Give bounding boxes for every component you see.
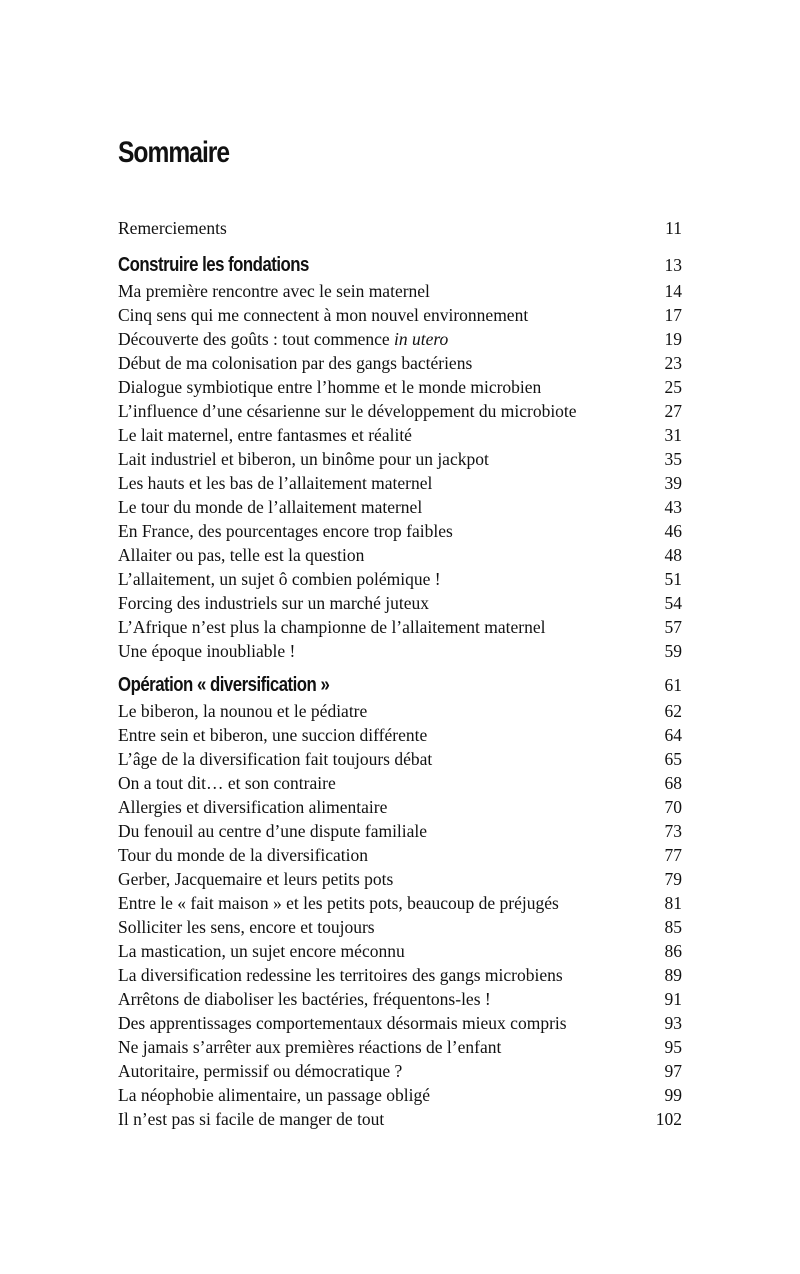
toc-entry-title-text: Lait industriel et biberon, un binôme pour un jackpot [118, 449, 489, 469]
toc-entry-page: 11 [665, 218, 682, 238]
toc-entry [118, 891, 684, 915]
toc-entry [118, 939, 684, 963]
toc-entry-page: 65 [664, 749, 682, 769]
toc-entry-page: 57 [664, 617, 682, 637]
toc-entry-title-text: Ma première rencontre avec le sein maternel [118, 281, 430, 301]
toc-entry-page: 81 [664, 893, 682, 913]
toc-entry [118, 399, 684, 423]
toc-entry [118, 1011, 684, 1035]
toc-entry [118, 699, 684, 723]
toc-entry-intro [118, 216, 684, 240]
toc-entry [118, 471, 684, 495]
toc-entry-page: 54 [664, 593, 682, 613]
toc-entry-page: 102 [655, 1109, 682, 1129]
toc-entry [118, 591, 684, 615]
toc-entry-title [118, 615, 545, 639]
toc-entry-title [118, 1107, 384, 1131]
toc-entry-title [118, 375, 541, 399]
toc-entry-title [118, 471, 432, 495]
toc-entry-title [118, 1059, 402, 1083]
toc-entry-title [118, 447, 489, 471]
toc-entry-title [118, 987, 491, 1011]
toc-entry-title-italic: in utero [394, 329, 449, 349]
toc-entry-title-text: Le lait maternel, entre fantasmes et réalité [118, 425, 412, 445]
toc-entry-title [118, 1035, 501, 1059]
toc-entry-title-text: La mastication, un sujet encore méconnu [118, 941, 405, 961]
toc-entry [118, 423, 684, 447]
toc-entry-page: 43 [664, 497, 682, 517]
toc-entry-title [118, 699, 367, 723]
page-title: Sommaire [118, 136, 230, 169]
toc-entry-title-text: Découverte des goûts : tout commence [118, 329, 395, 349]
section-title: Construire les fondations [118, 254, 309, 276]
toc-entry [118, 303, 684, 327]
toc-entry-title-text: Gerber, Jacquemaire et leurs petits pots [118, 869, 394, 889]
toc-section-heading [118, 251, 684, 279]
toc-entry [118, 519, 684, 543]
toc-entry-page: 64 [664, 725, 682, 745]
toc-entry-title [118, 1011, 567, 1035]
toc-entry-page: 48 [664, 545, 682, 565]
section-page: 13 [664, 255, 682, 275]
toc-page [118, 130, 684, 1131]
toc-entry-title-text: Dialogue symbiotique entre l’homme et le monde microbien [118, 377, 542, 397]
toc-entry [118, 1035, 684, 1059]
toc-entry-title [118, 723, 427, 747]
toc-entry-title [118, 279, 430, 303]
toc-entry-title [118, 495, 422, 519]
toc-entry-title: Remerciements [118, 218, 227, 238]
toc-entry-title-text: On a tout dit… et son contraire [118, 773, 336, 793]
toc-entry-page: 77 [664, 845, 682, 865]
toc-entry-page: 31 [664, 425, 682, 445]
toc-entry-page: 62 [664, 701, 682, 721]
toc-entry-title [118, 543, 364, 567]
toc-entry [118, 279, 684, 303]
toc-entry-title [118, 639, 295, 663]
toc-entry [118, 447, 684, 471]
toc-entry-page: 91 [664, 989, 682, 1009]
toc-entry-title-text: L’influence d’une césarienne sur le développement du microbiote [118, 401, 577, 421]
toc-section-1 [118, 251, 684, 663]
toc-entry [118, 1059, 684, 1083]
toc-entry-title-text: La diversification redessine les territoires des gangs microbiens [118, 965, 563, 985]
toc-entry-title-text: Solliciter les sens, encore et toujours [118, 917, 375, 937]
toc-entry [118, 1107, 684, 1131]
toc-entry-title [118, 819, 427, 843]
toc-entry-title [118, 303, 528, 327]
toc-entry [118, 327, 684, 351]
toc-entry [118, 867, 684, 891]
toc-entry [118, 771, 684, 795]
toc-entry-page: 14 [664, 281, 682, 301]
toc-entry [118, 615, 684, 639]
toc-entry-title [118, 915, 375, 939]
toc-entry-title [118, 771, 336, 795]
toc-entry-title-text: Ne jamais s’arrêter aux premières réactions de l’enfant [118, 1037, 502, 1057]
toc-section-heading [118, 671, 684, 699]
toc-entry-title-text: Il n’est pas si facile de manger de tout [118, 1109, 385, 1129]
toc-entry-title-text: En France, des pourcentages encore trop faibles [118, 521, 453, 541]
toc-entry-title [118, 423, 412, 447]
toc-entry [118, 843, 684, 867]
toc-entry [118, 987, 684, 1011]
toc-entry [118, 375, 684, 399]
toc-entry [118, 639, 684, 663]
toc-entry-title [118, 939, 405, 963]
toc-entry [118, 819, 684, 843]
toc-entry-title-text: Tour du monde de la diversification [118, 845, 369, 865]
toc-entry-page: 23 [664, 353, 682, 373]
toc-entry-page: 35 [664, 449, 682, 469]
toc-entry-title [118, 963, 563, 987]
toc-entry-title [118, 351, 472, 375]
toc-entry-title-text: L’allaitement, un sujet ô combien polémique ! [118, 569, 441, 589]
toc-entry-title [118, 795, 387, 819]
toc-entry-title [118, 591, 429, 615]
toc-entry-title-text: Entre le « fait maison » et les petits pots, beaucoup de préjugés [118, 893, 559, 913]
toc-entry-page: 17 [664, 305, 682, 325]
toc-entry-page: 73 [664, 821, 682, 841]
toc-entry-title-text: Allaiter ou pas, telle est la question [118, 545, 365, 565]
toc-entry-page: 99 [664, 1085, 682, 1105]
toc-entry-title [118, 891, 559, 915]
toc-entry-title-text: La néophobie alimentaire, un passage obligé [118, 1085, 430, 1105]
toc-entry-page: 97 [664, 1061, 682, 1081]
toc-entry [118, 495, 684, 519]
section-page: 61 [664, 675, 682, 695]
toc-entry-title [118, 567, 441, 591]
toc-entry-page: 79 [664, 869, 682, 889]
toc-entry-page: 85 [664, 917, 682, 937]
toc-entry-title-text: L’Afrique n’est plus la championne de l’allaitement maternel [118, 617, 546, 637]
toc-section-2 [118, 671, 684, 1131]
toc-entry-page: 46 [664, 521, 682, 541]
toc-entry-title [118, 519, 453, 543]
toc-entry-page: 39 [664, 473, 682, 493]
toc-entry-title-text: Le tour du monde de l’allaitement maternel [118, 497, 423, 517]
toc-entry-title-text: Autoritaire, permissif ou démocratique ? [118, 1061, 403, 1081]
toc-entry-title-text: Cinq sens qui me connectent à mon nouvel environnement [118, 305, 529, 325]
toc-entry-title [118, 747, 432, 771]
toc-entry [118, 795, 684, 819]
toc-entry-page: 89 [664, 965, 682, 985]
toc-entry-title-text: L’âge de la diversification fait toujours débat [118, 749, 433, 769]
toc-entry-page: 86 [664, 941, 682, 961]
toc-entry-title-text: Du fenouil au centre d’une dispute familiale [118, 821, 428, 841]
toc-entry [118, 567, 684, 591]
toc-entry [118, 723, 684, 747]
toc-entry-page: 59 [664, 641, 682, 661]
toc-entry-title [118, 327, 448, 351]
table-of-contents [118, 216, 684, 1131]
toc-entry-page: 68 [664, 773, 682, 793]
toc-section-entries [118, 699, 684, 1131]
toc-entry [118, 963, 684, 987]
toc-entry-title-text: Les hauts et les bas de l’allaitement maternel [118, 473, 433, 493]
toc-entry-title [118, 867, 393, 891]
toc-entry-title-text: Le biberon, la nounou et le pédiatre [118, 701, 368, 721]
toc-entry-title [118, 399, 577, 423]
toc-entry-title-text: Début de ma colonisation par des gangs bactériens [118, 353, 473, 373]
section-title: Opération « diversification » [118, 674, 330, 696]
toc-entry-title-text: Entre sein et biberon, une succion différente [118, 725, 428, 745]
toc-entry-page: 95 [664, 1037, 682, 1057]
toc-entry [118, 915, 684, 939]
toc-entry-title-text: Une époque inoubliable ! [118, 641, 296, 661]
toc-entry-title [118, 843, 368, 867]
toc-entry [118, 747, 684, 771]
toc-entry-title-text: Arrêtons de diaboliser les bactéries, fréquentons-les ! [118, 989, 491, 1009]
toc-section-entries [118, 279, 684, 663]
toc-entry-page: 25 [664, 377, 682, 397]
toc-entry-page: 19 [664, 329, 682, 349]
toc-entry [118, 351, 684, 375]
toc-entry-title-text: Forcing des industriels sur un marché juteux [118, 593, 430, 613]
toc-entry-page: 93 [664, 1013, 682, 1033]
toc-entry-page: 70 [664, 797, 682, 817]
toc-entry-title [118, 1083, 430, 1107]
toc-entry [118, 543, 684, 567]
toc-entry-title-text: Allergies et diversification alimentaire [118, 797, 388, 817]
toc-entry-page: 27 [664, 401, 682, 421]
toc-entry-title-text: Des apprentissages comportementaux désormais mieux compris [118, 1013, 567, 1033]
toc-entry-page: 51 [664, 569, 682, 589]
toc-entry [118, 1083, 684, 1107]
